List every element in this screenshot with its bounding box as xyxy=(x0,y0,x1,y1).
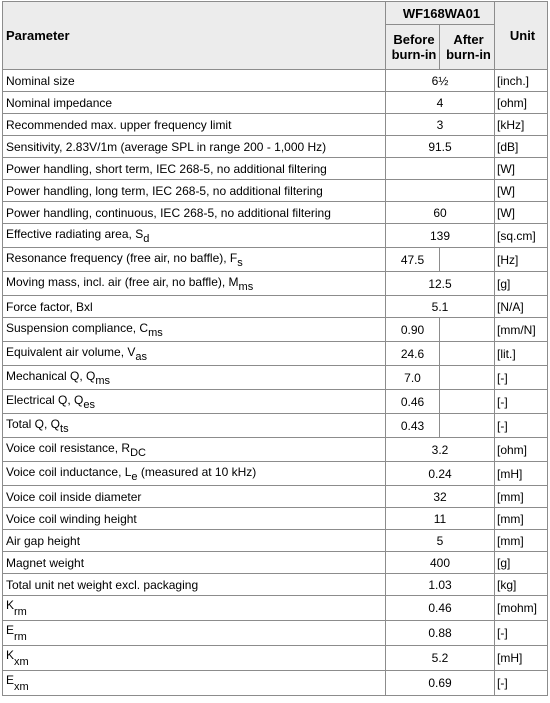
parameter-value: 139 xyxy=(386,224,495,248)
parameter-name: Electrical Q, $Q_{es}$ xyxy=(3,390,386,414)
before-burn-in-header: Before burn-in xyxy=(386,25,440,70)
parameter-unit: [kHz] xyxy=(495,114,548,136)
before-burn-in-value: 24.6 xyxy=(386,342,440,366)
before-burn-in-value: 0.43 xyxy=(386,414,440,438)
table-row xyxy=(3,438,548,462)
parameter-unit: [W] xyxy=(495,202,548,224)
parameter-value: 3.2 xyxy=(386,438,495,462)
after-burn-in-header: After burn-in xyxy=(440,25,495,70)
table-row xyxy=(3,296,548,318)
parameter-value xyxy=(386,158,495,180)
table-row xyxy=(3,92,548,114)
before-burn-in-value: 7.0 xyxy=(386,366,440,390)
parameter-unit: [mH] xyxy=(495,646,548,671)
parameter-unit: [inch.] xyxy=(495,70,548,92)
parameter-value: 11 xyxy=(386,508,495,530)
table-row xyxy=(3,272,548,296)
parameter-value: 5.1 xyxy=(386,296,495,318)
table-row xyxy=(3,224,548,248)
model-header: WF168WA01 xyxy=(386,2,495,25)
specification-table xyxy=(2,1,548,696)
parameter-name: Air gap height xyxy=(3,530,386,552)
parameter-value: 3 xyxy=(386,114,495,136)
parameter-unit: [dB] xyxy=(495,136,548,158)
table-row xyxy=(3,202,548,224)
parameter-name: Power handling, long term, IEC 268-5, no additional filtering xyxy=(3,180,386,202)
parameter-unit: [mm] xyxy=(495,486,548,508)
parameter-value: 5.2 xyxy=(386,646,495,671)
parameter-unit: [ohm] xyxy=(495,92,548,114)
parameter-unit: [mohm] xyxy=(495,596,548,621)
unit-header: Unit xyxy=(495,2,548,70)
parameter-unit: [mm/N] xyxy=(495,318,548,342)
parameter-value: 400 xyxy=(386,552,495,574)
parameter-name: Suspension compliance, $C_{ms}$ xyxy=(3,318,386,342)
parameter-unit: [kg] xyxy=(495,574,548,596)
before-burn-in-value: 0.46 xyxy=(386,390,440,414)
parameter-name: Voice coil resistance, $R_{DC}$ xyxy=(3,438,386,462)
table-body xyxy=(3,70,548,696)
table-row xyxy=(3,414,548,438)
parameter-name: Magnet weight xyxy=(3,552,386,574)
table-row xyxy=(3,366,548,390)
after-burn-in-value xyxy=(440,390,495,414)
parameter-value: 12.5 xyxy=(386,272,495,296)
parameter-name: Force factor, Bxl xyxy=(3,296,386,318)
parameter-unit: [-] xyxy=(495,366,548,390)
parameter-value: 60 xyxy=(386,202,495,224)
parameter-name: Nominal impedance xyxy=(3,92,386,114)
parameter-name: Nominal size xyxy=(3,70,386,92)
parameter-unit: [-] xyxy=(495,414,548,438)
table-row xyxy=(3,486,548,508)
after-burn-in-value xyxy=(440,342,495,366)
after-burn-in-value xyxy=(440,414,495,438)
table-row xyxy=(3,621,548,646)
table-row xyxy=(3,70,548,92)
parameter-name: Total Q, $Q_{ts}$ xyxy=(3,414,386,438)
before-burn-in-value: 0.90 xyxy=(386,318,440,342)
table-row xyxy=(3,530,548,552)
table-row xyxy=(3,596,548,621)
parameter-unit: [ohm] xyxy=(495,438,548,462)
table-row xyxy=(3,180,548,202)
parameter-name: Voice coil inside diameter xyxy=(3,486,386,508)
table-row xyxy=(3,248,548,272)
after-burn-in-value xyxy=(440,366,495,390)
table-row xyxy=(3,646,548,671)
parameter-name: Moving mass, incl. air (free air, no baffle), $M_{ms}$ xyxy=(3,272,386,296)
table-row xyxy=(3,671,548,696)
parameter-value: 0.69 xyxy=(386,671,495,696)
after-burn-in-value xyxy=(440,318,495,342)
after-burn-in-value xyxy=(440,248,495,272)
parameter-name: Total unit net weight excl. packaging xyxy=(3,574,386,596)
parameter-name: Power handling, continuous, IEC 268-5, no additional filtering xyxy=(3,202,386,224)
parameter-value: 4 xyxy=(386,92,495,114)
parameter-value: 32 xyxy=(386,486,495,508)
table-row xyxy=(3,158,548,180)
parameter-unit: [g] xyxy=(495,272,548,296)
table-row xyxy=(3,114,548,136)
parameter-unit: [sq.cm] xyxy=(495,224,548,248)
parameter-unit: [-] xyxy=(495,621,548,646)
parameter-value: 0.88 xyxy=(386,621,495,646)
parameter-value: 0.46 xyxy=(386,596,495,621)
parameter-unit: [W] xyxy=(495,158,548,180)
table-row xyxy=(3,342,548,366)
parameter-unit: [N/A] xyxy=(495,296,548,318)
parameter-value: 91.5 xyxy=(386,136,495,158)
parameter-unit: [-] xyxy=(495,671,548,696)
table-row xyxy=(3,318,548,342)
parameter-value: 5 xyxy=(386,530,495,552)
parameter-unit: [Hz] xyxy=(495,248,548,272)
parameter-name: $E_{rm}$ xyxy=(3,621,386,646)
table-row xyxy=(3,462,548,486)
table-row xyxy=(3,574,548,596)
parameter-name: Sensitivity, 2.83V/1m (average SPL in range 200 - 1,000 Hz) xyxy=(3,136,386,158)
parameter-value: 0.24 xyxy=(386,462,495,486)
table-row xyxy=(3,508,548,530)
parameter-name: Recommended max. upper frequency limit xyxy=(3,114,386,136)
parameter-unit: [lit.] xyxy=(495,342,548,366)
table-row xyxy=(3,136,548,158)
parameter-name: $K_{rm}$ xyxy=(3,596,386,621)
parameter-unit: [mm] xyxy=(495,530,548,552)
parameter-unit: [-] xyxy=(495,390,548,414)
parameter-name: $E_{xm}$ xyxy=(3,671,386,696)
parameter-name: Voice coil inductance, $L_e$ (measured at 10 kHz) xyxy=(3,462,386,486)
parameter-header: Parameter xyxy=(3,2,386,70)
parameter-name: Equivalent air volume, $V_{as}$ xyxy=(3,342,386,366)
parameter-name: Voice coil winding height xyxy=(3,508,386,530)
parameter-name: Resonance frequency (free air, no baffle), $F_s$ xyxy=(3,248,386,272)
parameter-unit: [mH] xyxy=(495,462,548,486)
parameter-name: Power handling, short term, IEC 268-5, no additional filtering xyxy=(3,158,386,180)
parameter-value xyxy=(386,180,495,202)
parameter-unit: [W] xyxy=(495,180,548,202)
parameter-name: Mechanical Q, $Q_{ms}$ xyxy=(3,366,386,390)
parameter-name: $K_{xm}$ xyxy=(3,646,386,671)
table-row xyxy=(3,390,548,414)
parameter-unit: [mm] xyxy=(495,508,548,530)
parameter-value: 6½ xyxy=(386,70,495,92)
before-burn-in-value: 47.5 xyxy=(386,248,440,272)
parameter-name: Effective radiating area, $S_d$ xyxy=(3,224,386,248)
table-row xyxy=(3,552,548,574)
parameter-unit: [g] xyxy=(495,552,548,574)
parameter-value: 1.03 xyxy=(386,574,495,596)
